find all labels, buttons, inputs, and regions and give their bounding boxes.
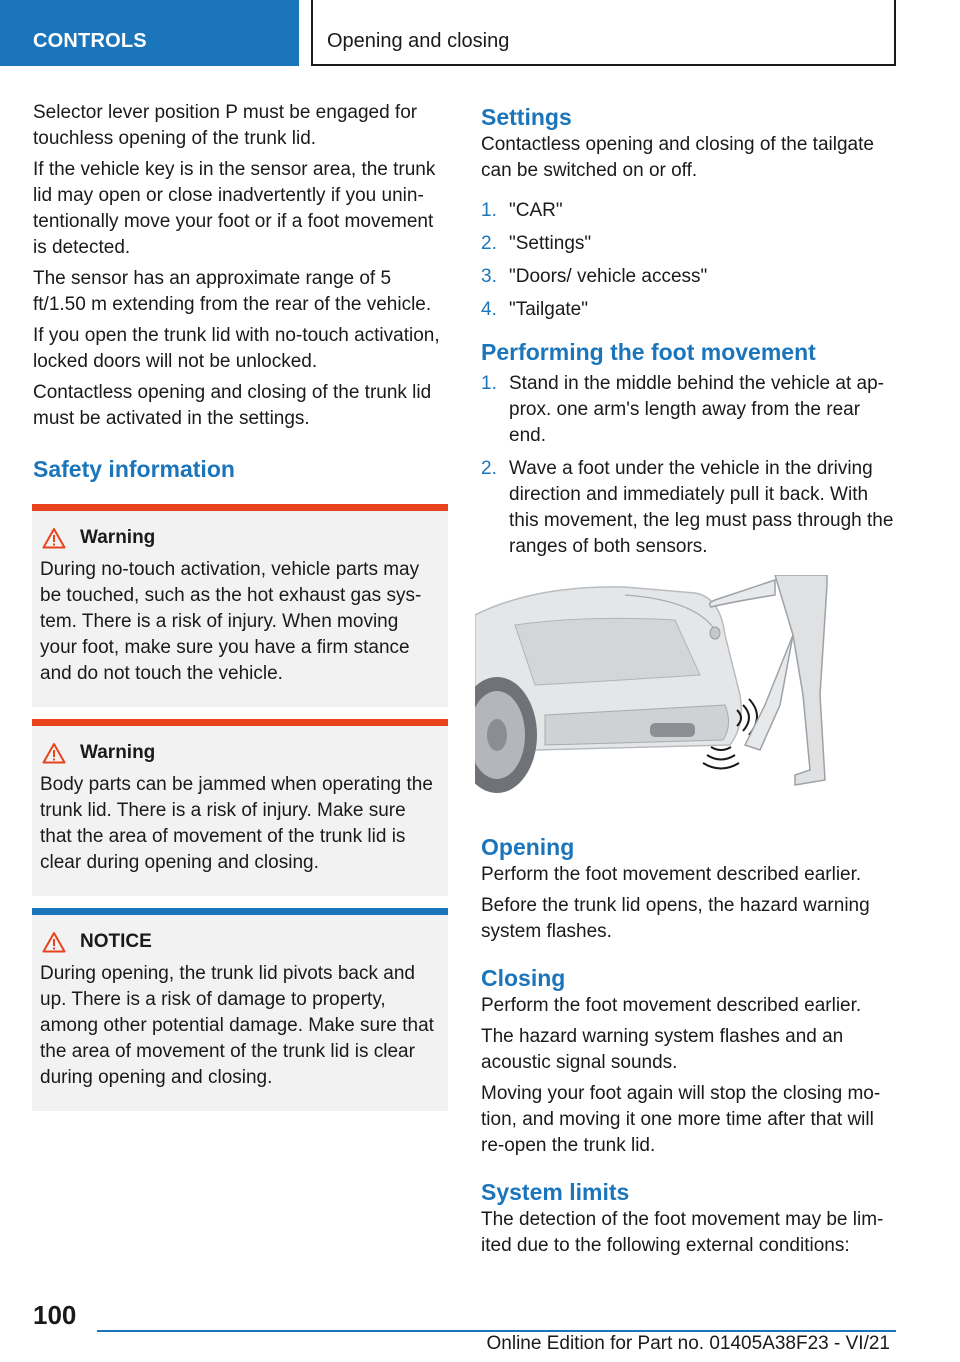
notice-title: NOTICE <box>80 931 152 952</box>
paragraph: Selector lever position P must be engaged for touchless opening of the trunk lid. <box>33 102 418 149</box>
warning-box <box>32 719 448 896</box>
warning-text: During no-touch activation, vehicle parts may be touched, such as the hot exhaust gas system. There is a risk of injury. When moving your foot, make sure you have a firm stance and do not touch the vehicle. <box>40 559 422 684</box>
paragraph: Perform the foot movement described earlier. <box>481 864 862 885</box>
paragraph: The detection of the foot movement may be limited due to the following external conditions: <box>481 1209 884 1256</box>
step-text: "Doors/ vehicle access" <box>509 266 708 287</box>
paragraph: Contactless opening and closing of the trunk lid must be activated in the settings. <box>33 382 432 429</box>
opening-heading: Opening <box>481 834 575 860</box>
system-limits-heading: System limits <box>481 1179 630 1205</box>
paragraph: Before the trunk lid opens, the hazard warning system flashes. <box>481 895 870 942</box>
settings-heading: Settings <box>481 104 572 130</box>
step-text: "Tailgate" <box>509 299 588 320</box>
foot-movement-steps <box>481 371 896 560</box>
paragraph: The sensor has an approximate range of 5 ft/1.50 m extending from the rear of the vehicle. <box>33 268 432 315</box>
foot-movement-illustration <box>475 575 831 795</box>
step-number: 1. <box>481 200 497 221</box>
list-item <box>481 456 896 560</box>
notice-triangle-icon <box>42 931 66 953</box>
chapter-tab <box>311 0 896 66</box>
step-number: 3. <box>481 266 497 287</box>
warning-text: Body parts can be jammed when operating the trunk lid. There is a risk of injury. Make sure that the area of movement of the trunk lid is clear during opening and closing. <box>40 774 433 873</box>
list-item <box>481 297 896 323</box>
warning-triangle-icon <box>42 742 66 764</box>
paragraph: Moving your foot again will stop the closing motion, and moving it one more time after that will re-open the trunk lid. <box>481 1083 881 1156</box>
warning-bar <box>32 719 448 726</box>
list-item <box>481 264 896 290</box>
section-tab <box>0 0 299 66</box>
warning-title: Warning <box>80 527 156 548</box>
foot-movement-heading: Performing the foot movement <box>481 339 816 365</box>
step-number: 2. <box>481 233 497 254</box>
step-text: Stand in the middle behind the vehicle at approx. one arm's length away from the rear end. <box>509 373 884 446</box>
settings-steps <box>481 198 896 323</box>
step-text: Wave a foot under the vehicle in the driving direction and immediately pull it back. With this movement, the leg must pass through the ranges of both sensors. <box>509 458 894 557</box>
right-column <box>481 100 896 1264</box>
warning-triangle-icon <box>42 527 66 549</box>
step-number: 4. <box>481 299 497 320</box>
warning-bar <box>32 504 448 511</box>
step-text: "Settings" <box>509 233 592 254</box>
safety-heading: Safety information <box>33 456 235 482</box>
section-title: CONTROLS <box>33 30 147 52</box>
left-column <box>33 100 448 1111</box>
notice-box <box>32 908 448 1111</box>
edition-text: Online Edition for Part no. 01405A38F23 - VI/21 <box>486 1333 890 1354</box>
page-number: 100 <box>33 1300 77 1330</box>
warning-title: Warning <box>80 742 156 763</box>
footer-rule <box>97 1330 896 1332</box>
step-text: "CAR" <box>509 200 563 221</box>
step-number: 1. <box>481 373 497 394</box>
list-item <box>481 231 896 257</box>
step-number: 2. <box>481 458 497 479</box>
notice-text: During opening, the trunk lid pivots back and up. There is a risk of damage to property, among other potential damage. Make sure that the area of movement of the trunk lid is clear during opening and closing. <box>40 963 434 1088</box>
chapter-title: Opening and closing <box>327 30 510 52</box>
settings-text: Contactless opening and closing of the tailgate can be switched on or off. <box>481 134 874 181</box>
list-item <box>481 371 896 449</box>
paragraph: Perform the foot movement described earlier. <box>481 995 862 1016</box>
notice-bar <box>32 908 448 915</box>
warning-box <box>32 504 448 707</box>
paragraph: The hazard warning system flashes and an acoustic signal sounds. <box>481 1026 844 1073</box>
closing-heading: Closing <box>481 965 566 991</box>
paragraph: If the vehicle key is in the sensor area, the trunk lid may open or close inadvertently if you unintentionally move your foot or if a foot movement is detected. <box>33 159 436 258</box>
list-item <box>481 198 896 224</box>
paragraph: If you open the trunk lid with no-touch activation, locked doors will not be unlocked. <box>33 325 440 372</box>
